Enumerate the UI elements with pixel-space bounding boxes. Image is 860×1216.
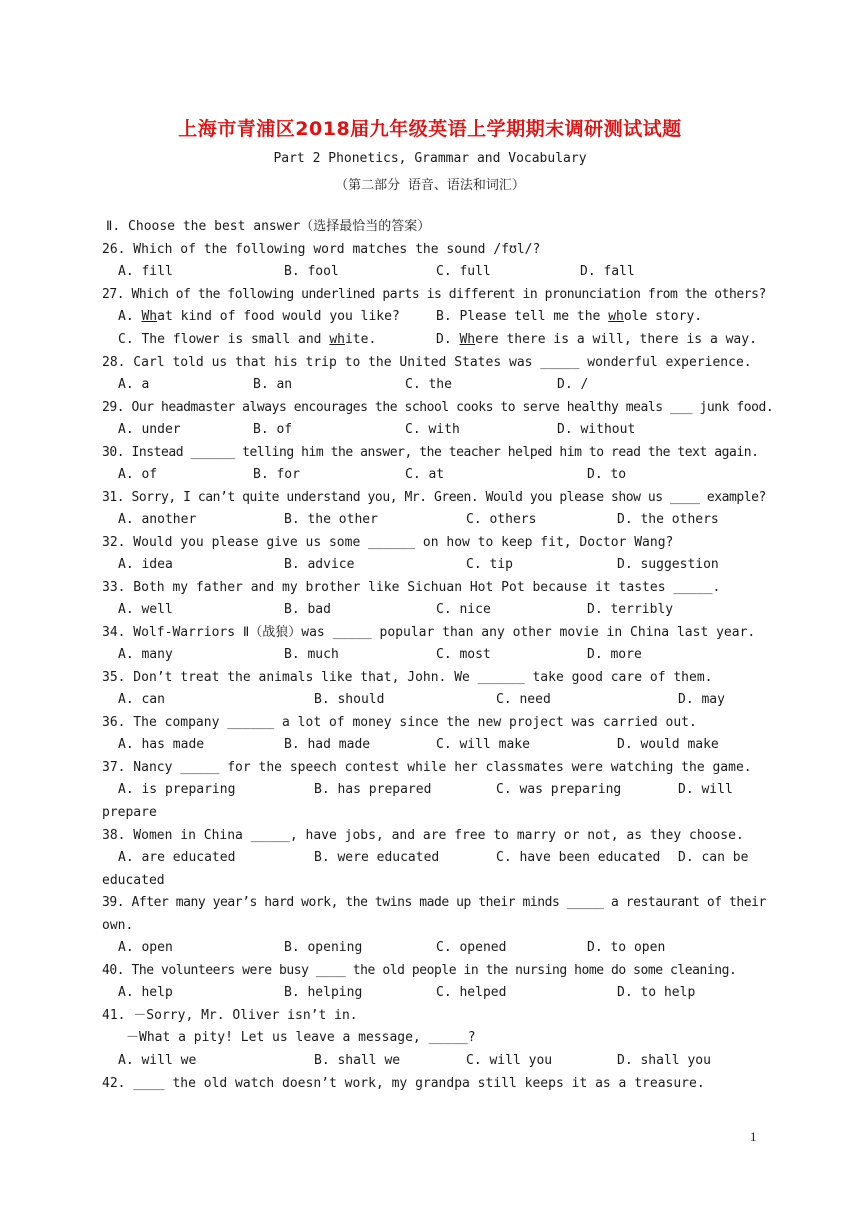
question-35: 35. Don’t treat the animals like that, John. We ______ take good care of them. (102, 670, 713, 685)
q30-option-c[interactable]: C. at (405, 467, 445, 482)
q37-option-d-wrap: prepare (102, 805, 157, 820)
q33-option-b[interactable]: B. bad (284, 602, 331, 617)
question-30: 30. Instead ______ telling him the answer, the teacher helped him to read the text again. (102, 445, 759, 460)
q35-option-c[interactable]: C. need (496, 692, 551, 707)
q33-option-a[interactable]: A. well (118, 602, 173, 617)
q30-option-d[interactable]: D. to (587, 467, 627, 482)
q31-option-c[interactable]: C. others (466, 512, 537, 527)
q28-option-d[interactable]: D. / (557, 377, 589, 392)
part-heading-cn: （第二部分 语音、语法和词汇） (335, 178, 525, 193)
q27-option-d[interactable]: D. Where there is a will, there is a way. (436, 332, 757, 347)
question-31: 31. Sorry, I can’t quite understand you, Mr. Green. Would you please show us ____ example? (102, 490, 766, 505)
document-title: 上海市青浦区2018届九年级英语上学期期末调研测试试题 (178, 118, 682, 140)
question-27: 27. Which of the following underlined parts is different in pronunciation from the others? (102, 287, 766, 302)
q37-option-c[interactable]: C. was preparing (496, 782, 622, 797)
q40-option-b[interactable]: B. helping (284, 985, 363, 1000)
q30-option-b[interactable]: B. for (253, 467, 300, 482)
q31-option-a[interactable]: A. another (118, 512, 197, 527)
q34-option-d[interactable]: D. more (587, 647, 642, 662)
q37-option-b[interactable]: B. has prepared (314, 782, 432, 797)
question-34: 34. Wolf-Warriors Ⅱ（战狼）was _____ popular than any other movie in China last year. (102, 625, 756, 640)
question-42: 42. ____ the old watch doesn’t work, my grandpa still keeps it as a treasure. (102, 1076, 705, 1091)
q38-option-c[interactable]: C. have been educated (496, 850, 661, 865)
q36-option-b[interactable]: B. had made (284, 737, 371, 752)
question-28: 28. Carl told us that his trip to the United States was _____ wonderful experience. (102, 355, 752, 370)
q28-option-b[interactable]: B. an (253, 377, 293, 392)
question-32: 32. Would you please give us some ______ on how to keep fit, Doctor Wang? (102, 535, 674, 550)
question-33: 33. Both my father and my brother like Sichuan Hot Pot because it tastes _____. (102, 580, 721, 595)
question-40: 40. The volunteers were busy ____ the old people in the nursing home do some cleaning. (102, 963, 737, 978)
q35-option-b[interactable]: B. should (314, 692, 385, 707)
question-29: 29. Our headmaster always encourages the school cooks to serve healthy meals ___ junk food. (102, 400, 774, 415)
q36-option-d[interactable]: D. would make (617, 737, 719, 752)
question-39: 39. After many year’s hard work, the twins made up their minds _____ a restaurant of their (102, 895, 766, 910)
q31-option-b[interactable]: B. the other (284, 512, 378, 527)
q34-option-a[interactable]: A. many (118, 647, 173, 662)
q32-option-c[interactable]: C. tip (466, 557, 513, 572)
q36-option-a[interactable]: A. has made (118, 737, 205, 752)
part-heading: Part 2 Phonetics, Grammar and Vocabulary (273, 151, 587, 166)
q36-option-c[interactable]: C. will make (436, 737, 530, 752)
q30-option-a[interactable]: A. of (118, 467, 158, 482)
q28-option-a[interactable]: A. a (118, 377, 150, 392)
question-37: 37. Nancy _____ for the speech contest while her classmates were watching the game. (102, 760, 752, 775)
q40-option-a[interactable]: A. help (118, 985, 173, 1000)
q35-option-d[interactable]: D. may (678, 692, 725, 707)
q27-option-a[interactable]: A. What kind of food would you like? (118, 309, 400, 324)
q41-option-c[interactable]: C. will you (466, 1053, 553, 1068)
question-41-line2: －What a pity! Let us leave a message, _____? (126, 1030, 476, 1045)
q33-option-d[interactable]: D. terribly (587, 602, 674, 617)
q38-option-d-wrap: educated (102, 873, 165, 888)
q27-option-b[interactable]: B. Please tell me the whole story. (436, 309, 703, 324)
q37-option-a[interactable]: A. is preparing (118, 782, 236, 797)
q39-option-a[interactable]: A. open (118, 940, 173, 955)
q29-option-a[interactable]: A. under (118, 422, 181, 437)
q41-option-b[interactable]: B. shall we (314, 1053, 401, 1068)
q29-option-b[interactable]: B. of (253, 422, 293, 437)
q39-option-c[interactable]: C. opened (436, 940, 507, 955)
q41-option-a[interactable]: A. will we (118, 1053, 197, 1068)
q27-option-c[interactable]: C. The flower is small and white. (118, 332, 377, 347)
q26-option-b[interactable]: B. fool (284, 264, 339, 279)
q32-option-d[interactable]: D. suggestion (617, 557, 719, 572)
q29-option-d[interactable]: D. without (557, 422, 636, 437)
q28-option-c[interactable]: C. the (405, 377, 452, 392)
q34-option-c[interactable]: C. most (436, 647, 491, 662)
q39-option-d[interactable]: D. to open (587, 940, 666, 955)
q40-option-d[interactable]: D. to help (617, 985, 696, 1000)
q26-option-c[interactable]: C. full (436, 264, 491, 279)
q35-option-a[interactable]: A. can (118, 692, 165, 707)
question-38: 38. Women in China _____, have jobs, and are free to marry or not, as they choose. (102, 828, 744, 843)
q33-option-c[interactable]: C. nice (436, 602, 491, 617)
q26-option-a[interactable]: A. fill (118, 264, 173, 279)
question-39-wrap: own. (102, 918, 134, 933)
q32-option-a[interactable]: A. idea (118, 557, 173, 572)
q32-option-b[interactable]: B. advice (284, 557, 355, 572)
q26-option-d[interactable]: D. fall (580, 264, 635, 279)
question-36: 36. The company ______ a lot of money since the new project was carried out. (102, 715, 697, 730)
q31-option-d[interactable]: D. the others (617, 512, 719, 527)
page-number: 1 (750, 1129, 757, 1144)
q41-option-d[interactable]: D. shall you (617, 1053, 711, 1068)
q40-option-c[interactable]: C. helped (436, 985, 507, 1000)
q38-option-a[interactable]: A. are educated (118, 850, 236, 865)
section-heading: Ⅱ. Choose the best answer（选择最恰当的答案） (106, 219, 431, 234)
q39-option-b[interactable]: B. opening (284, 940, 363, 955)
q38-option-b[interactable]: B. were educated (314, 850, 440, 865)
q38-option-d[interactable]: D. can be (678, 850, 749, 865)
q34-option-b[interactable]: B. much (284, 647, 339, 662)
question-26: 26. Which of the following word matches the sound /fʊl/? (102, 242, 541, 257)
question-41: 41. －Sorry, Mr. Oliver isn’t in. (102, 1008, 358, 1023)
q37-option-d[interactable]: D. will (678, 782, 733, 797)
q29-option-c[interactable]: C. with (405, 422, 460, 437)
